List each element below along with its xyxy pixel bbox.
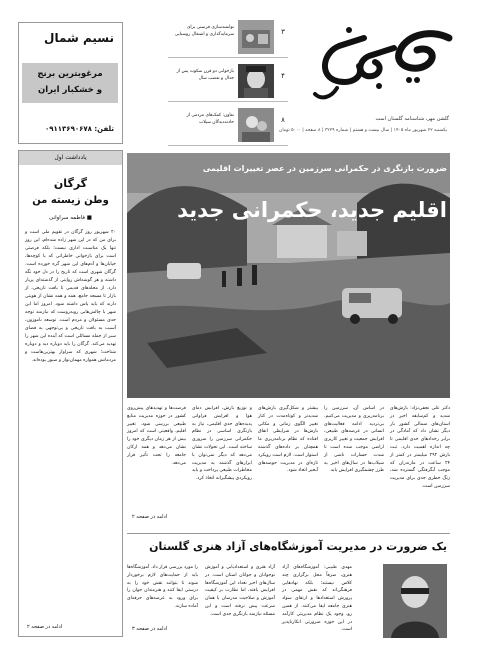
teaser-list <box>168 18 288 146</box>
lead-column-2: در اساس آن، سرزمین را برنامه‌ریزی و مدیریت می‌کنیم. بی‌تردید ادامه فعالیت‌های انسانی در عرصه‌های طبیعی، افزایش جمعیت و تغییر کاربری اراضی موجب شده است تا شدت خسارات ناشی از سیلاب‌ها در سال‌های اخیر به طرز چشمگیری افزایش یابد. <box>324 406 384 474</box>
teaser-text: توانمندسازی فرصتی برای سرمایه‌گذاری و اشتغال روستایی <box>174 25 234 37</box>
ad-title: نسیم شمال <box>44 31 114 45</box>
column-body: ۲۰ شهریور روز گرگان در تقویم ملی است و برای من که در این شهر زاده شده‌ام، این روز تنها یک مناسبت اداری نیست؛ بلکه فرصتی است برای بازخوانی خاطراتی که با کوچه‌ها، خیابان‌ها و آدم‌های این شهر گره خورده است. گرگان شهری است که تاریخ را در دل خود نگه داشته و هر گوشه‌اش روایتی از گذشته‌ای پربار دارد. از محله‌های قدیمی تا بافت تاریخی، از بازار تا مسجد جامع، همه و همه نشان از هویتی دارند که باید پاس داشته شود. امروز اما این شهر با چالش‌هایی روبه‌روست که نیازمند توجه جدی مسئولان و مردم است. توسعه ناموزون، آسیب به بافت تاریخی و بی‌توجهی به فضای سبز از جمله مسائلی است که آینده این شهر را تهدید می‌کند. گرگان را باید دوباره دید و دوباره شناخت؛ شهری که سزاوار بهترین‌هاست و مردمانش همواره مهمان‌نواز و صبور بوده‌اند. <box>25 230 116 363</box>
advertisement-box[interactable] <box>18 22 123 144</box>
teaser-thumbnail <box>238 108 274 142</box>
lead-kicker: ضرورت بازنگری در حکمرانی سرزمین در عصر تغییرات اقلیمی <box>202 164 447 173</box>
ad-phone: تلفن: ۰۹۱۱۳۶۹۰۶۷۸ <box>44 125 114 133</box>
column-author: ■ فاطمه سراوانی <box>49 215 92 221</box>
story2-continued-link[interactable]: ادامه در صفحه ۳ <box>132 626 168 632</box>
story2-column-1: مهدی طبیبی: آموزشگاه‌های آزاد هنری، صرفاً محل برگزاری چند کلاس نیستند؛ بلکه نهادهایی فرهنگی‌اند که نقش مهمی در پرورش استعدادها و ارتقای سواد هنری جامعه ایفا می‌کنند. از همین رو، وجود یک نظام مدیریتی کارآمد در این حوزه ضرورتی انکارناپذیر است. <box>282 565 352 633</box>
lead-continued-link[interactable]: ادامه در صفحه ۲ <box>132 514 168 520</box>
story2-column-2: آزاد هنری و استعدادیابی و آموزش نوجوانان و جوانان استان است. در سال‌های اخیر تعداد این آموزشگاه‌ها افزایش یافته، اما نظارت بر کیفیت آموزش و صلاحیت مدرسان با همان سرعت پیش نرفته است و این مسئله نیازمند بازنگری جدی است. <box>205 565 275 617</box>
column-header: یادداشت اول <box>19 151 122 165</box>
lead-article-body <box>127 405 450 527</box>
teaser-item[interactable] <box>168 18 288 58</box>
story2-headline[interactable]: یک ضرورت در مدیریت آموزشگاه‌های آزاد هنری گلستان <box>149 540 447 553</box>
story2-author-photo <box>383 564 447 638</box>
column-subtitle: وطن زیسته من <box>32 195 109 206</box>
newspaper-logo <box>309 18 459 108</box>
teaser-item[interactable] <box>168 62 288 102</box>
flood-scene-image <box>127 153 450 398</box>
teaser-page-number: ۸ <box>281 116 285 124</box>
teaser-item[interactable] <box>168 106 288 146</box>
teaser-text: تعاون: کمک‌های مردمی از حادثه‌دیدگان سیلاب <box>186 113 234 125</box>
lead-column-5: فرصت‌ها و تهدیدهای پیش‌روی کشور در حوزه مدیریت منابع طبیعی بررسی شود. تغییر اقلیم، واقعیتی است که امروز بیش از هر زمان دیگری خود را نشان می‌دهد و همه ارکان جامعه را تحت تأثیر قرار می‌دهد. <box>127 406 186 466</box>
lead-headline[interactable]: اقلیم جدید، حکمرانی جدید <box>177 198 447 222</box>
teaser-page-number: ۳ <box>281 28 285 36</box>
opinion-column <box>18 150 123 637</box>
teaser-page-number: ۴ <box>281 72 285 80</box>
teaser-text: بازخوانی دو قرن سکوت پس از جدال و تعصب سال <box>176 69 234 81</box>
ad-banner <box>22 63 118 103</box>
teaser-thumbnail <box>238 20 274 54</box>
masthead-dateline: یکشنبه ۲۲ شهریور ماه ۱۴۰۵ | سال بیست و هشتم | شماره ۳۲۲۹ | ۸ صفحه | ۵۰۰۰ تومان <box>279 128 447 133</box>
logo-calligraphy-icon <box>309 18 459 108</box>
lead-column-1: دکتر علی نجفی‌نژاد: بارش‌های شدید و کم‌سابقه اخیر در استان‌های شمالی کشور بار دیگر نشان داد که آمادگی در برابر رخدادهای حدی اقلیمی تا چه اندازه اهمیت دارد. ثبت بارش ۲۹۲ میلیمتر در کمتر از ۲۴ ساعت در مازندران که موجب آبگرفتگی گسترده شد، زنگ خطری جدی برای مدیریت سرزمین است. <box>390 406 450 489</box>
masthead-subtitle: گلشن مهر، شناسنامه گلستان است <box>375 116 449 122</box>
story2-column-3: را مورد بررسی قرار داد. آموزشگاه‌ها باید از حمایت‌های لازم برخوردار شوند تا بتوانند نقش خود را به درستی ایفا کنند و هنرمندان جوان را برای ورود به عرصه‌های حرفه‌ای آماده سازند. <box>127 565 198 609</box>
ad-line-2: و خشکبار ایران <box>37 85 103 95</box>
teaser-thumbnail <box>238 64 274 98</box>
column-title: گرگان <box>53 177 88 190</box>
section-divider <box>127 533 450 534</box>
lead-photo <box>127 153 450 398</box>
ad-line-1: مرغوبترین برنج <box>37 69 103 79</box>
column-continued-link[interactable]: ادامه در صفحه ۲ <box>27 624 63 630</box>
lead-column-4: و توزیع بارش، افزایش دمای هوا و افزایش فراوانی پدیده‌های حدی اقلیمی، نیاز به بازنگری اساسی در نظام حکمرانی سرزمین را ضروری ساخته است. این تحولات نشان می‌دهد که دیگر نمی‌توان با ابزارهای گذشته به مدیریت مخاطرات طبیعی پرداخت و باید رویکردی پیشگیرانه اتخاذ کرد. <box>191 406 252 482</box>
lead-column-3: بیشتر و شکل‌گیری بارش‌های شدیدتر و کوتاه‌مدت در کنار تغییر الگوی زمانی و مکانی بارش‌ها در شرایطی اتفاق افتاده که نظام برنامه‌ریزی ما همچنان بر داده‌های گذشته استوار است. لازم است رویکرد تازه‌ای در مدیریت حوضه‌های آبخیز اتخاذ شود. <box>258 406 318 474</box>
